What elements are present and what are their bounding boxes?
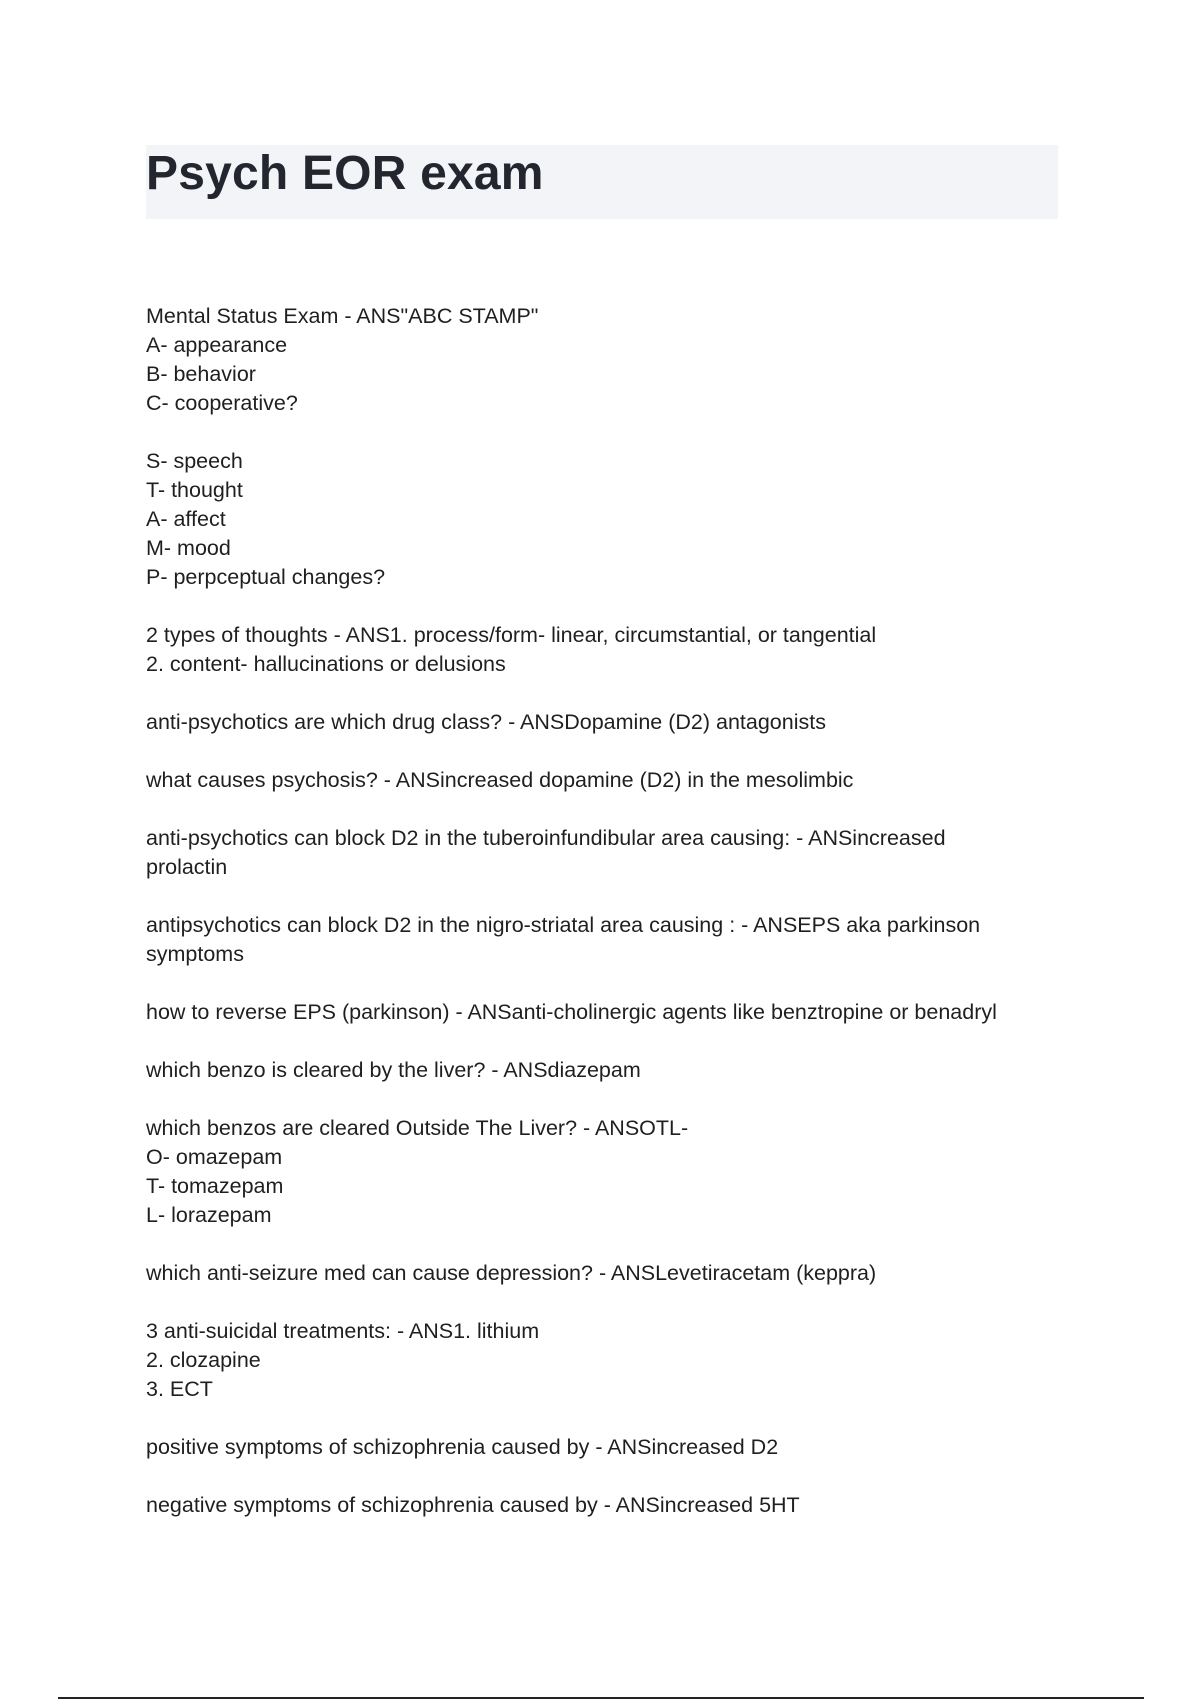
entry-question-line: what causes psychosis? - ANSincreased dopamine (D2) in the mesolimbic [146, 768, 854, 792]
entry-answer-line: S- speech [146, 449, 243, 473]
entry-question-line: which anti-seizure med can cause depression? - ANSLevetiracetam (keppra) [146, 1261, 877, 1285]
entry-answer-line: T- thought [146, 478, 243, 502]
footer-divider [58, 1697, 1144, 1699]
entry-answer-line: 2. content- hallucinations or delusions [146, 652, 506, 676]
flashcard-entry [146, 1433, 1058, 1462]
entry-question-line: Mental Status Exam - ANS"ABC STAMP" [146, 304, 539, 328]
flashcard-entry [146, 1259, 1058, 1288]
page-title: Psych EOR exam [146, 147, 544, 200]
entry-answer-line: B- behavior [146, 362, 256, 386]
flashcard-entry [146, 1317, 1058, 1404]
title-band [146, 145, 1058, 219]
entry-question-line: antipsychotics can block D2 in the nigro-striatal area causing : - ANSEPS aka parkinson [146, 913, 981, 937]
entry-question-line: how to reverse EPS (parkinson) - ANSanti-cholinergic agents like benztropine or benadryl [146, 1000, 997, 1024]
entry-question-line: 2 types of thoughts - ANS1. process/form- linear, circumstantial, or tangential [146, 623, 877, 647]
flashcard-entry [146, 998, 1058, 1027]
entry-question-line: 3 anti-suicidal treatments: - ANS1. lithium [146, 1319, 540, 1343]
flashcard-entry [146, 824, 1058, 882]
entry-answer-line: 2. clozapine [146, 1348, 261, 1372]
entry-answer-line: A- appearance [146, 333, 288, 357]
entry-answer-line [146, 418, 1058, 447]
entry-question-line: positive symptoms of schizophrenia caused by - ANSincreased D2 [146, 1435, 779, 1459]
flashcard-entry [146, 708, 1058, 737]
flashcard-entry [146, 1056, 1058, 1085]
flashcard-entry [146, 302, 1058, 592]
flashcard-entry [146, 621, 1058, 679]
entry-answer-line: O- omazepam [146, 1145, 283, 1169]
entry-answer-line: P- perpceptual changes? [146, 565, 386, 589]
flashcard-entry [146, 911, 1058, 969]
entry-question-line: anti-psychotics can block D2 in the tuberoinfundibular area causing: - ANSincreased [146, 826, 946, 850]
flashcard-entry [146, 1114, 1058, 1230]
entry-answer-line: C- cooperative? [146, 391, 298, 415]
entry-answer-line: 3. ECT [146, 1377, 213, 1401]
entry-answer-line: M- mood [146, 536, 231, 560]
flashcard-entry [146, 766, 1058, 795]
entry-question-line: negative symptoms of schizophrenia caused by - ANSincreased 5HT [146, 1493, 800, 1517]
flashcard-entry [146, 1491, 1058, 1520]
entry-question-line: which benzos are cleared Outside The Liver? - ANSOTL- [146, 1116, 689, 1140]
entry-answer-line: L- lorazepam [146, 1203, 272, 1227]
entry-answer-line: A- affect [146, 507, 226, 531]
entry-question-line: anti-psychotics are which drug class? - ANSDopamine (D2) antagonists [146, 710, 826, 734]
entry-question-line: which benzo is cleared by the liver? - ANSdiazepam [146, 1058, 641, 1082]
entry-answer-line: symptoms [146, 942, 244, 966]
entry-answer-line: T- tomazepam [146, 1174, 284, 1198]
entry-answer-line: prolactin [146, 855, 228, 879]
flashcard-list [146, 302, 1058, 1549]
